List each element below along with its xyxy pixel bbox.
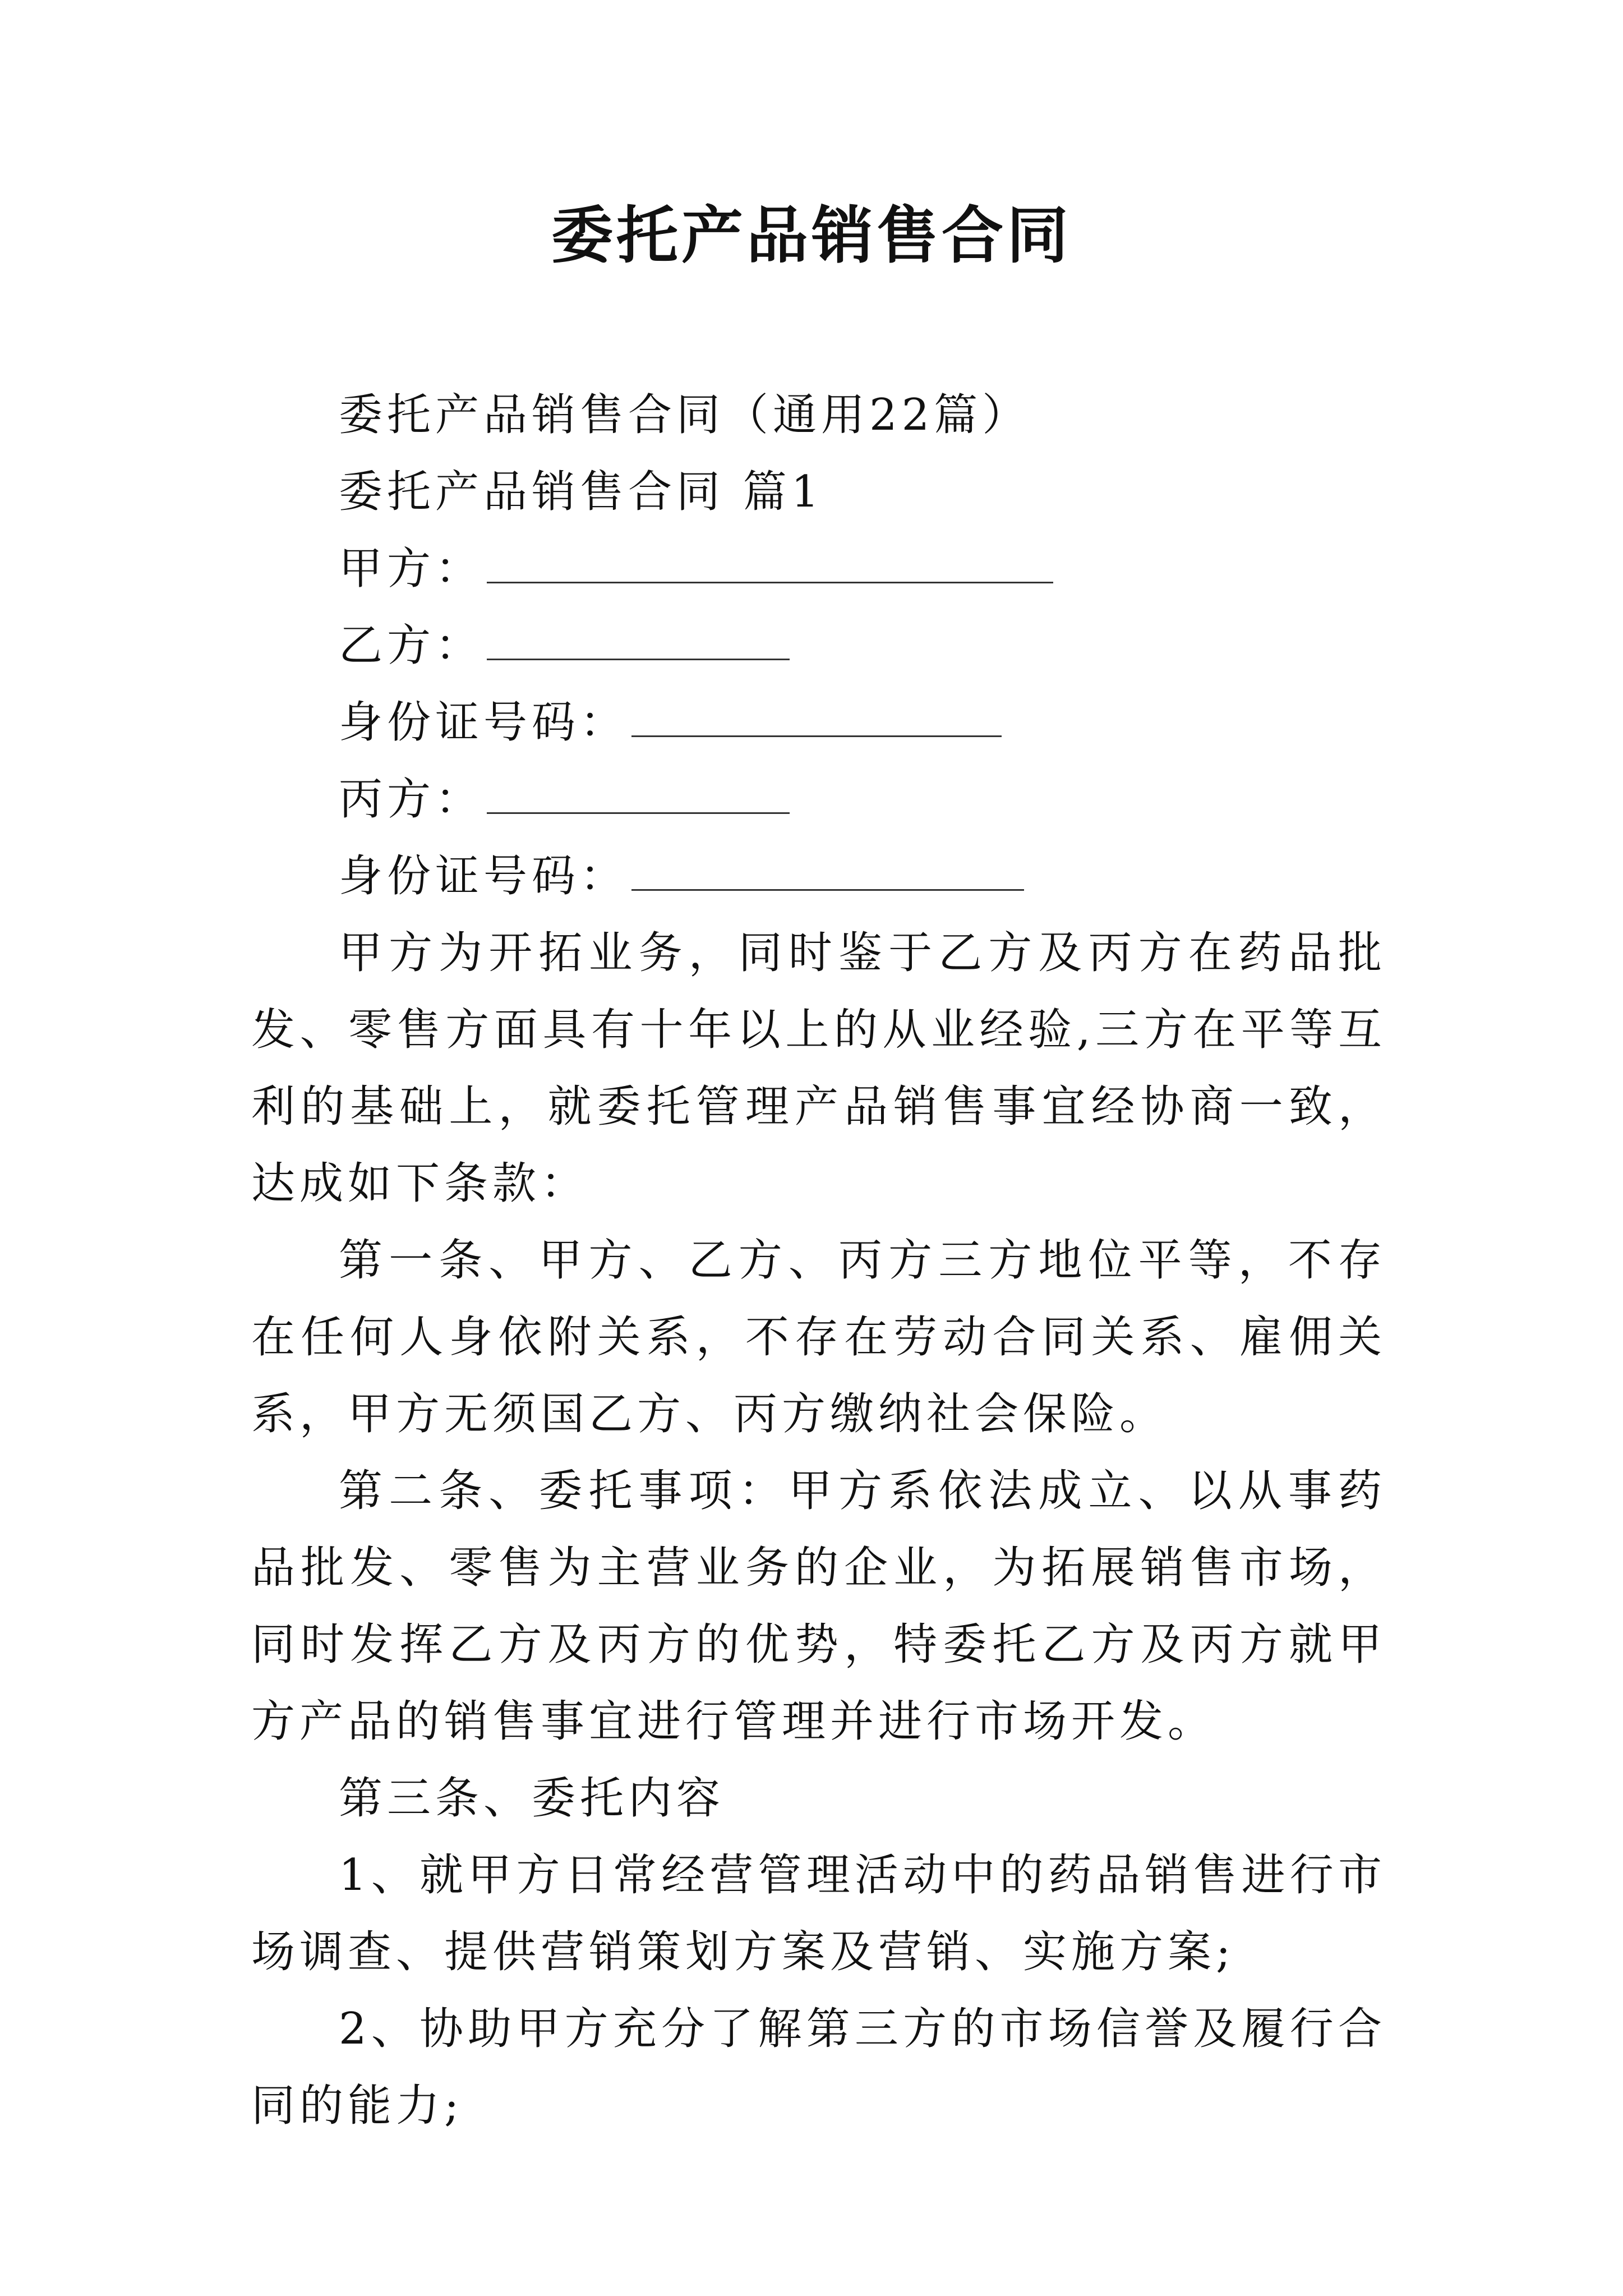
field-party-a [251,531,1386,608]
blank-line [631,702,1002,737]
field-label: 身份证号码： [339,697,629,748]
paragraph-article-2: 第二条、委托事项：甲方系依法成立、以从事药品批发、零售为主营业务的企业，为拓展销售市场，同时发挥乙方及丙方的优势，特委托乙方及丙方就甲方产品的销售事宜进行管理并进行市场开发。 [251,1466,1386,1747]
field-label: 乙方： [339,620,484,671]
field-label: 甲方： [339,544,484,594]
field-party-c [251,761,1386,838]
paragraph-item-1: 1、就甲方日常经营管理活动中的药品销售进行市场调查、提供营销策划方案及营销、实施方案; [251,1850,1386,1977]
field-id-number-b [251,684,1386,761]
paragraph-article-1: 第一条、甲方、乙方、丙方三方地位平等，不存在任何人身依附关系，不存在劳动合同关系、雇佣关系，甲方无须国乙方、丙方缴纳社会保险。 [251,1235,1386,1439]
paragraph-item-2: 2、协助甲方充分了解第三方的市场信誉及履行合同的能力; [251,2004,1386,2131]
field-label: 丙方： [339,774,484,825]
blank-line [487,779,790,814]
blank-line [487,625,790,660]
field-label: 身份证号码： [339,851,629,901]
document-title: 委托产品销售合同 [551,199,1072,272]
blank-line [487,548,1053,583]
blank-line [631,855,1024,891]
paragraph-article-3-heading: 第三条、委托内容 [339,1773,725,1824]
document-body [251,377,1386,2145]
field-party-b [251,608,1386,684]
document-subtitle: 委托产品销售合同（通用22篇） [339,390,1031,440]
section-heading: 委托产品销售合同 篇1 [339,467,824,517]
field-id-number-c [251,838,1386,915]
paragraph-preamble: 甲方为开拓业务，同时鉴于乙方及丙方在药品批发、零售方面具有十年以上的从业经验,三方在平等互利的基础上，就委托管理产品销售事宜经协商一致，达成如下条款： [251,928,1386,1209]
